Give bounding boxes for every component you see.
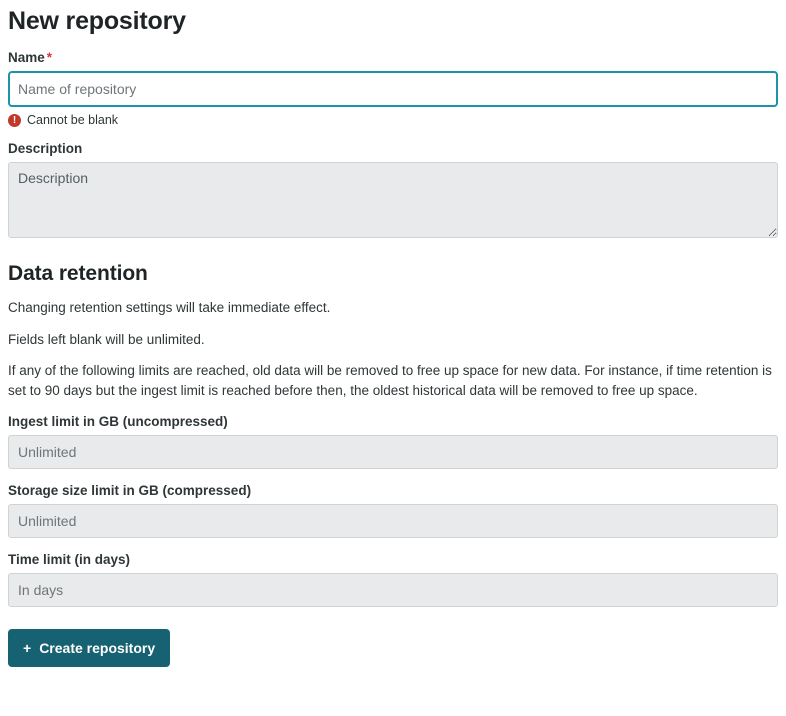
exclamation-circle-icon: ! bbox=[8, 114, 21, 127]
retention-note-2: Fields left blank will be unlimited. bbox=[8, 331, 205, 347]
retention-note-1: Changing retention settings will take immediate effect. bbox=[8, 300, 331, 315]
name-field-label bbox=[8, 50, 778, 65]
plus-icon: + bbox=[23, 640, 32, 657]
time-limit-input[interactable] bbox=[8, 573, 778, 607]
data-retention-heading: Data retention bbox=[8, 262, 148, 285]
name-field-group bbox=[8, 50, 778, 127]
page-title: New repository bbox=[8, 7, 186, 35]
repository-name-input[interactable] bbox=[8, 71, 778, 107]
name-error-message bbox=[8, 113, 778, 127]
ingest-limit-label: Ingest limit in GB (uncompressed) bbox=[8, 414, 228, 430]
ingest-limit-input[interactable] bbox=[8, 435, 778, 469]
submit-row bbox=[8, 629, 778, 667]
ingest-limit-field-group bbox=[8, 414, 778, 469]
retention-note-3: If any of the following limits are reached, old data will be removed to free up space for new data. For instance, if time retention is set to 90 days but the ingest limit is reached before then, the oldest historical data will be removed to free up space. bbox=[8, 363, 772, 398]
time-limit-label: Time limit (in days) bbox=[8, 552, 131, 568]
name-label-text: Name bbox=[8, 50, 45, 65]
name-error-text: Cannot be blank bbox=[27, 113, 119, 127]
description-field-label: Description bbox=[8, 141, 83, 156]
create-repository-button[interactable] bbox=[8, 629, 170, 667]
create-repository-button-label: Create repository bbox=[39, 640, 156, 657]
storage-size-limit-label: Storage size limit in GB (compressed) bbox=[8, 483, 252, 499]
description-field-group bbox=[8, 141, 778, 238]
storage-size-limit-input[interactable] bbox=[8, 504, 778, 538]
new-repository-form bbox=[0, 6, 786, 667]
time-limit-field-group bbox=[8, 552, 778, 607]
storage-size-limit-field-group bbox=[8, 483, 778, 538]
required-indicator: * bbox=[46, 50, 53, 65]
repository-description-textarea[interactable] bbox=[8, 162, 778, 238]
